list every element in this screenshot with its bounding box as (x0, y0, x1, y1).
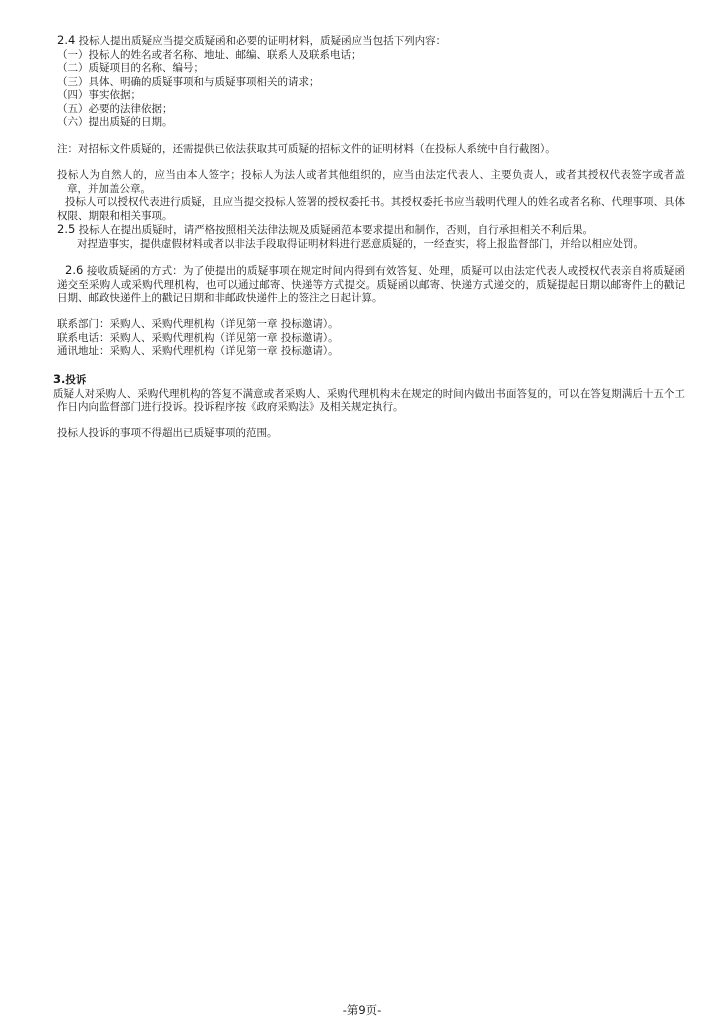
contact-department: 联系部门：采购人、采购代理机构（详见第一章 投标邀请）。 (57, 318, 339, 330)
list-item: （五）必要的法律依据； (57, 102, 173, 115)
list-item: （一）投标人的姓名或者名称、地址、邮编、联系人及联系电话； (57, 48, 362, 61)
contact-info (57, 318, 687, 359)
contact-address: 通讯地址：采购人、采购代理机构（详见第一章 投标邀请）。 (57, 345, 339, 357)
section-3-paragraph-2: 投标人投诉的事项不得超出已质疑事项的范围。 (57, 427, 278, 439)
list-item: （六）提出质疑的日期。 (57, 116, 173, 128)
page-number: -第9页- (342, 1003, 382, 1017)
list-item: （二）质疑项目的名称、编号； (57, 62, 204, 74)
section-number: 2.4 (57, 33, 76, 47)
list-item: （四）事实依据； (57, 89, 141, 101)
signature-rules (57, 169, 685, 196)
section-3-title (53, 373, 685, 388)
section-2-4-intro (57, 34, 687, 49)
section-2-4 (57, 34, 687, 130)
section-number: 2.5 (57, 222, 76, 236)
section-number: 2.6 (65, 263, 84, 277)
section-2-5-paragraph: 对捏造事实，提供虚假材料或者以非法手段取得证明材料进行恶意质疑的，一经查实，将上报监督部门，并给以相应处罚。 (77, 237, 644, 250)
section-text: 投标人在提出质疑时，请严格按照相关法律法规及质疑函范本要求提出和制作，否则，自行承担相关不利后果。 (75, 224, 594, 236)
section-2-5 (57, 223, 685, 251)
section-text: 投标人提出质疑应当提交质疑函和必要的证明材料，质疑函应当包括下列内容： (75, 35, 447, 47)
authorization-rules (57, 196, 685, 223)
section-3-paragraph-1: 质疑人对采购人、采购代理机构的答复不满意或者采购人、采购代理机构未在规定的时间内做出书面答复的，可以在答复期满后十五个工作日内向监督部门进行投诉。投诉程序按《政府采购法》及相关规定执行。 (53, 387, 685, 413)
section-3-note (57, 427, 687, 441)
section-3 (53, 372, 685, 415)
note-paragraph (57, 143, 687, 157)
signature-paragraph-2: 投标人可以授权代表进行质疑，且应当提交投标人签署的授权委托书。其授权委托书应当载明代理人的姓名或者名称、代理事项、具体权限、期限和相关事项。 (57, 196, 685, 222)
contact-phone: 联系电话：采购人、采购代理机构（详见第一章 投标邀请）。 (57, 331, 339, 344)
note-text: 注：对招标文件质疑的，还需提供已依法获取其可质疑的招标文件的证明材料（在投标人系统中自行截图）。 (57, 143, 556, 155)
section-text: 接收质疑函的方式：为了使提出的质疑事项在规定时间内得到有效答复、处理，质疑可以由法定代表人或授权代表亲自将质疑函递交至采购人或采购代理机构，也可以通过邮寄、快递等方式提交。质疑函以邮寄、快递方式递交的，质疑提起日期以邮寄件上的戳记日期、邮政快递件上的戳记日期和非邮政快递件上的签注之日起计算。 (57, 265, 685, 304)
signature-paragraph-1: 投标人为自然人的，应当由本人签字；投标人为法人或者其他组织的，应当由法定代表人、主要负责人，或者其授权代表签字或者盖章，并加盖公章。 (57, 169, 685, 195)
section-number: 3. (53, 372, 66, 386)
section-2-6 (57, 264, 685, 306)
list-item: （三）具体、明确的质疑事项和与质疑事项相关的请求； (57, 75, 320, 88)
section-title: 投诉 (65, 374, 87, 386)
